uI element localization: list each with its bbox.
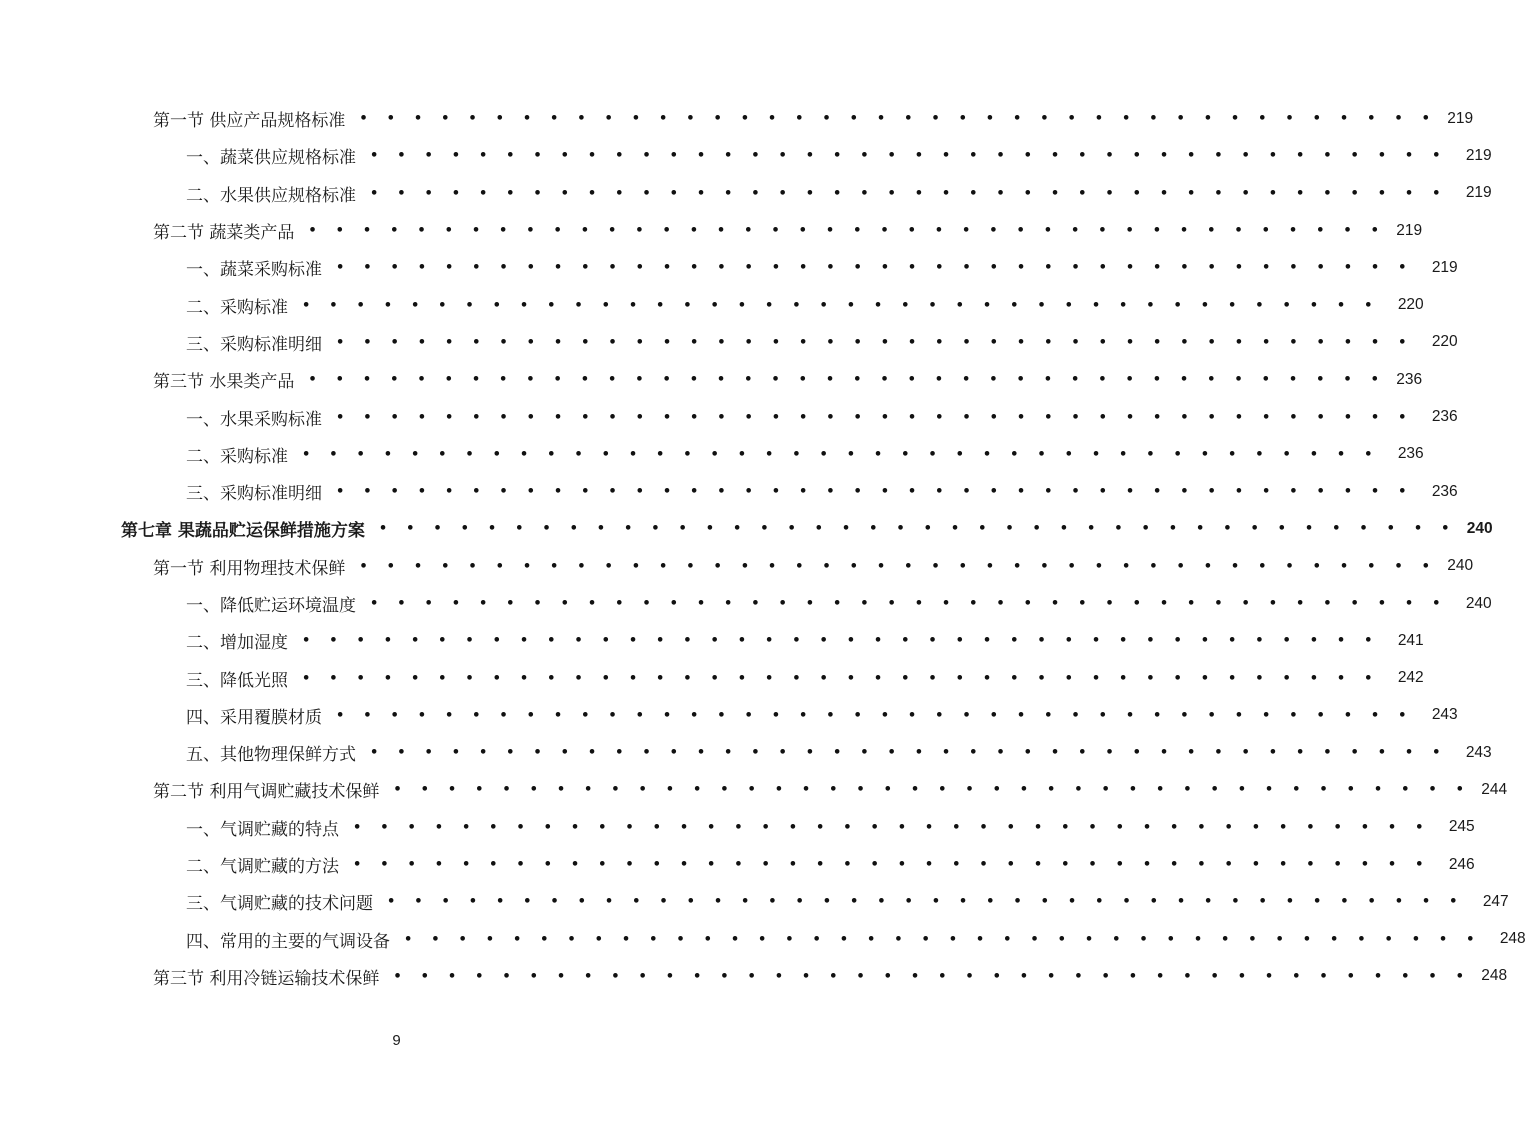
toc-subsection[interactable] [0,697,1458,734]
toc-entry-page: 245 [1448,818,1475,836]
toc-entry-page: 236 [1431,408,1458,426]
dot-leader: • • • • • • • • • • • • • • • • • • • • • • • • • • • • • • • • • • • • • • • • [336,260,1414,276]
toc-entry-title: 四、常用的主要的气调设备 [186,931,390,952]
toc-entry-page: 219 [1465,184,1492,202]
toc-subsection[interactable] [0,809,1475,846]
toc-subsection[interactable] [0,585,1492,622]
toc-entry-title: 第七章 果蔬品贮运保鲜措施方案 [121,521,365,542]
toc-subsection[interactable] [0,175,1492,212]
page-number: 9 [392,1032,401,1049]
toc-entry-page: 240 [1465,594,1492,612]
toc-subsection[interactable] [0,883,1509,920]
toc-entry-title: 第一节 供应产品规格标准 [153,111,346,132]
toc-entry-page: 247 [1482,892,1509,910]
toc-entry-page: 244 [1481,780,1508,798]
dot-leader: • • • • • • • • • • • • • • • • • • • • • • • • • • • • • • • • • • • • • • • • [370,596,1448,611]
dot-leader: • • • • • • • • • • • • • • • • • • • • • • • • • • • • • • • • • • • • • • • • [404,931,1482,947]
dot-leader: • • • • • • • • • • • • • • • • • • • • • • • • • • • • • • • • • • • • • • • • [302,297,1380,313]
toc-subsection[interactable] [0,436,1424,473]
toc-subsection[interactable] [0,137,1492,174]
table-of-contents [0,100,1526,995]
toc-subsection[interactable] [0,659,1424,696]
dot-leader: • • • • • • • • • • • • • • • • • • • • • • • • • • • • • • • • • • • • • • • • [370,148,1448,164]
toc-subsection[interactable] [0,622,1424,659]
dot-leader: • • • • • • • • • • • • • • • • • • • • • • • • • • • • • • • • • • • • • • • • [359,111,1438,127]
toc-entry-page: 240 [1447,557,1474,575]
toc-entry-title: 一、降低贮运环境温度 [186,596,356,616]
toc-entry-page: 219 [1396,221,1423,239]
toc-entry-page: 236 [1396,370,1423,388]
toc-entry-page: 242 [1397,669,1424,687]
toc-entry-title: 三、采购标准明细 [186,334,322,355]
toc-entry-page: 240 [1466,519,1493,537]
dot-leader: • • • • • • • • • • • • • • • • • • • • • • • • • • • • • • • • • • • • • • • • [370,185,1448,201]
dot-leader: • • • • • • • • • • • • • • • • • • • • • • • • • • • • • • • • • • • • • • • • [370,745,1448,761]
toc-subsection[interactable] [0,324,1458,361]
dot-leader: • • • • • • • • • • • • • • • • • • • • • • • • • • • • • • • • • • • • • • • • [336,334,1414,350]
toc-entry-title: 一、蔬菜采购标准 [186,260,322,281]
toc-entry-title: 第三节 水果类产品 [153,372,295,393]
toc-entry-page: 219 [1447,109,1474,127]
toc-entry-page: 248 [1481,967,1508,985]
toc-entry-title: 三、气调贮藏的技术问题 [186,894,373,915]
toc-chapter[interactable] [0,510,1493,547]
toc-subsection[interactable] [0,734,1492,771]
dot-leader: • • • • • • • • • • • • • • • • • • • • • • • • • • • • • • • • • • • • • • • • [353,819,1431,835]
toc-entry-page: 219 [1431,258,1458,276]
toc-entry-page: 219 [1465,146,1492,164]
toc-entry-title: 第二节 蔬菜类产品 [153,223,295,244]
dot-leader: • • • • • • • • • • • • • • • • • • • • • • • • • • • • • • • • • • • • • • • • [336,707,1414,723]
toc-subsection[interactable] [0,846,1475,883]
toc-section[interactable] [0,958,1508,995]
toc-section[interactable] [0,771,1508,808]
toc-entry-page: 241 [1397,631,1424,649]
toc-entry-title: 第二节 利用气调贮藏技术保鲜 [153,782,380,803]
toc-subsection[interactable] [0,286,1424,323]
dot-leader: • • • • • • • • • • • • • • • • • • • • • • • • • • • • • • • • • • • • • • • • [387,894,1465,910]
dot-leader: • • • • • • • • • • • • • • • • • • • • • • • • • • • • • • • • • • • • • • • • [302,670,1380,686]
dot-leader: • • • • • • • • • • • • • • • • • • • • • • • • • • • • • • • • • • • • • • • • [302,446,1380,462]
toc-entry-page: 236 [1397,445,1424,463]
toc-section[interactable] [0,212,1423,249]
dot-leader: • • • • • • • • • • • • • • • • • • • • • • • • • • • • • • • • • • • • • • • • [302,633,1380,649]
dot-leader: • • • • • • • • • • • • • • • • • • • • • • • • • • • • • • • • • • • • • • • • [353,857,1431,873]
toc-section[interactable] [0,548,1474,585]
dot-leader: • • • • • • • • • • • • • • • • • • • • • • • • • • • • • • • • • • • • • • • • [378,521,1457,537]
toc-entry-title: 第三节 利用冷链运输技术保鲜 [153,968,380,989]
toc-entry-title: 四、采用覆膜材质 [186,707,322,728]
toc-entry-page: 236 [1431,482,1458,500]
toc-entry-page: 243 [1431,706,1458,724]
toc-entry-page: 220 [1431,333,1458,351]
toc-entry-title: 二、采购标准 [186,446,288,467]
toc-entry-title: 三、降低光照 [186,670,288,691]
toc-entry-title: 二、水果供应规格标准 [186,185,356,206]
dot-leader: • • • • • • • • • • • • • • • • • • • • • • • • • • • • • • • • • • • • • • • • [393,782,1472,798]
toc-section[interactable] [0,100,1474,137]
toc-entry-title: 三、采购标准明细 [186,484,322,505]
dot-leader: • • • • • • • • • • • • • • • • • • • • • • • • • • • • • • • • • • • • • • • • [393,968,1472,984]
dot-leader: • • • • • • • • • • • • • • • • • • • • • • • • • • • • • • • • • • • • • • • • [308,223,1387,239]
toc-entry-page: 246 [1448,855,1475,873]
toc-subsection[interactable] [0,249,1458,286]
toc-entry-page: 248 [1499,930,1526,948]
toc-entry-page: 243 [1465,743,1492,761]
dot-leader: • • • • • • • • • • • • • • • • • • • • • • • • • • • • • • • • • • • • • • • • [336,484,1414,500]
toc-entry-title: 一、蔬菜供应规格标准 [186,148,356,169]
dot-leader: • • • • • • • • • • • • • • • • • • • • • • • • • • • • • • • • • • • • • • • • [308,372,1387,388]
dot-leader: • • • • • • • • • • • • • • • • • • • • • • • • • • • • • • • • • • • • • • • • [336,409,1414,425]
dot-leader: • • • • • • • • • • • • • • • • • • • • • • • • • • • • • • • • • • • • • • • • [359,558,1438,574]
toc-subsection[interactable] [0,921,1526,958]
toc-entry-title: 第一节 利用物理技术保鲜 [153,558,346,579]
toc-entry-title: 二、采购标准 [186,297,288,318]
toc-entry-title: 二、增加湿度 [186,633,288,654]
toc-entry-title: 一、气调贮藏的特点 [186,819,339,840]
toc-section[interactable] [0,361,1423,398]
toc-subsection[interactable] [0,398,1458,435]
toc-subsection[interactable] [0,473,1458,510]
toc-entry-title: 一、水果采购标准 [186,409,322,430]
toc-entry-title: 二、气调贮藏的方法 [186,857,339,878]
toc-entry-page: 220 [1397,296,1424,314]
toc-entry-title: 五、其他物理保鲜方式 [186,745,356,766]
